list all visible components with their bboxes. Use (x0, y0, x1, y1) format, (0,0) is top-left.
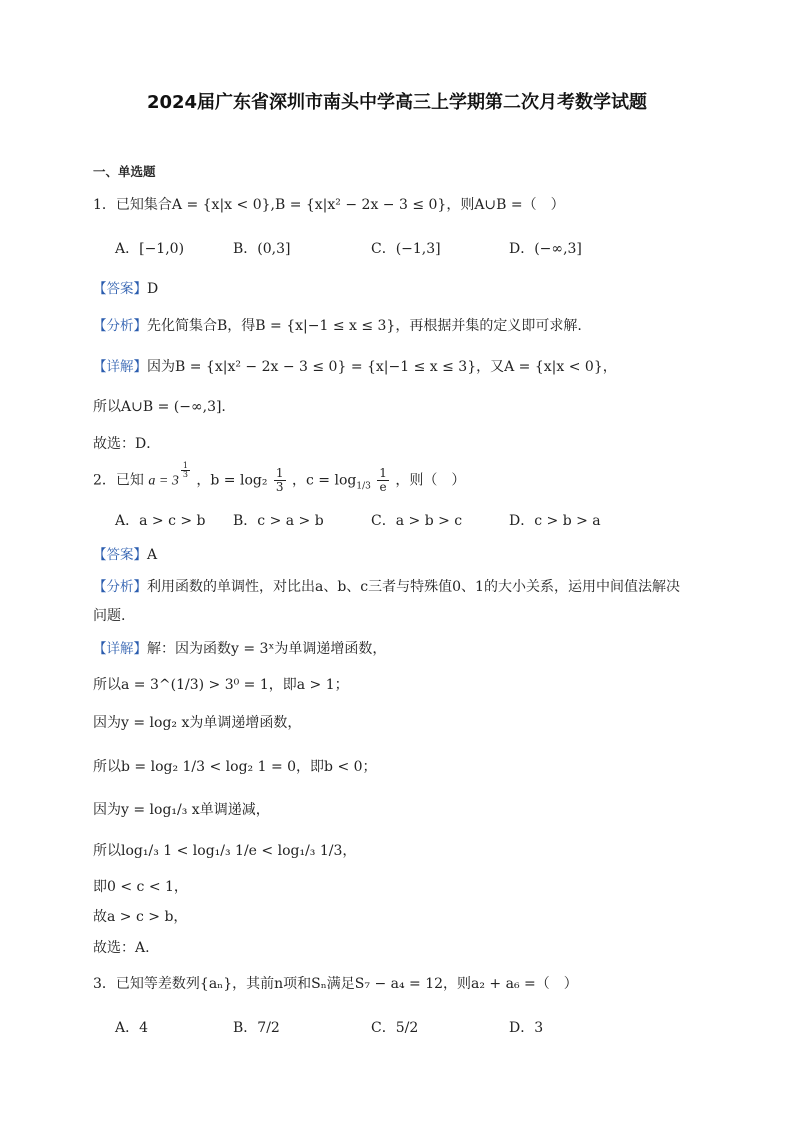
q3-option-a: A．4 (115, 1020, 149, 1036)
detail-text: 因为B = {x|x² − 2x − 3 ≤ 0} = {x|−1 ≤ x ≤ 3}，又A = {x|x < 0}， (147, 359, 617, 375)
q2-analysis-line2: 问题. (93, 608, 126, 624)
analysis-text: 利用函数的单调性，对比出a、b、c三者与特殊值0、1的大小关系，运用中间值法解决 (147, 579, 680, 595)
q1-stem: 1．已知集合A = {x|x < 0},B = {x|x² − 2x − 3 ≤ 0}，则A∪B =（ ） (93, 197, 565, 213)
page-title: 2024届广东省深圳市南头中学高三上学期第二次月考数学试题 (146, 92, 648, 113)
q2-a-exp-den: 3 (182, 469, 188, 479)
q2-a-exp-num: 1 (182, 460, 188, 470)
q2-stem-prefix: 2．已知 (93, 472, 144, 489)
detail-tag: 【详解】 (93, 641, 147, 657)
q2-line3: 所以b = log₂ 1/3 < log₂ 1 = 0，即b < 0； (93, 759, 377, 775)
analysis-tag: 【分析】 (93, 318, 147, 334)
answer-tag: 【答案】 (93, 281, 147, 297)
section-heading: 一、单选题 (93, 164, 156, 179)
answer-value: D (147, 281, 159, 297)
q2-line6: 即0 < c < 1， (93, 879, 188, 895)
q2-option-d: D．c > b > a (509, 513, 601, 529)
q2-b-def: ，b = log₂ (196, 472, 268, 489)
q3-option-b: B．7/2 (233, 1020, 280, 1036)
detail-text: 解：因为函数y = 3ˣ为单调递增函数， (147, 641, 387, 657)
q2-option-a: A．a > c > b (115, 513, 206, 529)
q2-choose: 故选：A. (93, 940, 150, 956)
q1-analysis (93, 314, 582, 335)
q2-option-b: B．c > a > b (233, 513, 324, 529)
answer-tag: 【答案】 (93, 547, 147, 563)
q2-answer (93, 543, 157, 563)
q1-option-a: A．[−1,0) (115, 241, 185, 257)
q3-option-d: D．3 (509, 1020, 544, 1036)
q2-c-def: ，c = log (292, 472, 357, 489)
q2-detail (93, 637, 386, 658)
q2-a-def: a = 3 (148, 473, 179, 489)
q1-option-b: B．(0,3] (233, 241, 291, 257)
q2-stem: 2．已知 a = 3 $^{\frac{1}{3}}$ ，b = log₂ $\frac{1}{3}$ ，$c = \log_{1/3}$ $\frac{1}{e}$ ，则（ ） (93, 460, 466, 494)
q2-line4: 因为y = log₁/₃ x单调递减， (93, 802, 270, 818)
q1-option-d: D．(−∞,3] (509, 241, 582, 257)
q3-option-c: C．5/2 (371, 1020, 419, 1036)
analysis-text: 先化简集合B，得B = {x|−1 ≤ x ≤ 3}，再根据并集的定义即可求解. (147, 318, 582, 334)
q1-answer (93, 277, 158, 297)
q1-detail (93, 355, 617, 376)
q2-c-tail: ，则（ ） (395, 472, 466, 489)
q2-line1: 所以a = 3^(1/3) > 3⁰ = 1，即a > 1； (93, 677, 349, 693)
q2-b-frac: $\frac{1}{3}$ (275, 466, 284, 494)
q2-c-frac: $\frac{1}{e}$ (379, 466, 387, 494)
q3-stem: 3．已知等差数列{aₙ}，其前n项和Sₙ满足S₇ − a₄ = 12，则a₂ + a₆ =（ ） (93, 976, 578, 992)
q1-choose: 故选：D． (93, 436, 161, 452)
analysis-tag: 【分析】 (93, 579, 147, 595)
answer-value: A (147, 547, 158, 563)
q2-line7: 故a > c > b， (93, 909, 188, 925)
q2-analysis (93, 575, 680, 596)
q2-option-c: C．a > b > c (371, 513, 463, 529)
q1-option-c: C．(−1,3] (371, 241, 441, 257)
q2-line5: 所以log₁/₃ 1 < log₁/₃ 1/e < log₁/₃ 1/3， (93, 843, 357, 859)
q2-line2: 因为y = log₂ x为单调递增函数， (93, 715, 302, 731)
q1-detail-line2: 所以A∪B = (−∞,3]. (93, 399, 226, 415)
detail-tag: 【详解】 (93, 359, 147, 375)
